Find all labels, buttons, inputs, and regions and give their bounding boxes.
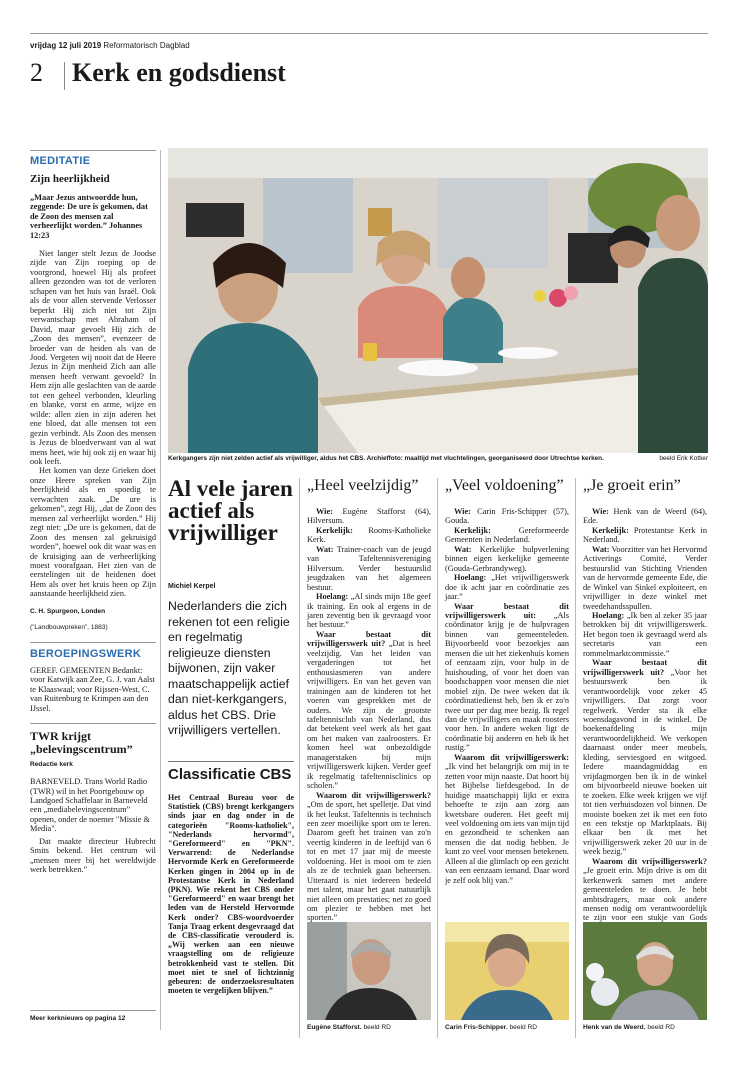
value: Gereformeerde Gemeenten in Nederland.	[445, 525, 569, 545]
volunteer-3-wat	[583, 545, 707, 611]
volunteer-column-2	[445, 477, 569, 885]
volunteer-1-answer-1	[307, 630, 431, 791]
label: Wat:	[454, 544, 472, 554]
meditatie-block	[30, 150, 156, 632]
portrait-fris-schipper	[445, 922, 569, 1020]
label: Wie:	[316, 507, 333, 516]
answer: „Als coördinator krijg je de hulpvragen binnen van gemeenteleden. Bijvoorbeeld voor bezoekjes aan mensen die uit het ziekenhuis komen of eenzaam zijn, voor hulp in de huishouding, of voor het doen van boodschappen voor mensen die niet mobiel zijn. De twee weken dat ik coördinatiedienst heb, ben ik er zo'n twee uur per dag mee bezig. Ik regel dan de vrijwilligers en maak roosters voor hen. In andere weken ligt de coördinatie bij anderen en heb ik het rustig.”	[445, 610, 569, 753]
volunteer-column-3	[583, 477, 707, 932]
meditatie-title: Zijn heerlijkheid	[30, 173, 110, 185]
volunteer-3-kerk	[583, 526, 707, 545]
portrait-credit: beeld RD	[509, 1024, 538, 1031]
header-date: vrijdag 12 juli 2019	[30, 41, 102, 50]
label: Kerkelijk:	[316, 525, 353, 535]
question: Waarom dit vrijwilligerswerk?	[316, 790, 431, 800]
meditatie-paragraph-1: Niet langer stelt Jezus de Joodse zijde van Zijn roeping op de voorgrond, hoewel Hij als profeet alleen gezonden was tot de verloren schapen van het huis van Israël. Ook als de voor allen stervende Verlosser beperkt Hij zich niet tot Zijn verwantschap met Abraham of David, maar gevoelt Hij zich de „Zoon des mensen”, evenzeer de broeder van de heiden als van de Jood. Vergeten wij nooit dat de Heere Jezus in Zijn menheid Zich aan alle mensen heeft verwant gevoeld? In Hem zijn alle geslachten van de aarde tot een geheel verbonden, kleurling en blanke, vorst en arme, wijze en wilde: allen zien in zijn aderen het ene bloed, dat alle mensen tot een gezin verbindt. Als Zoon des mensen is Jezus de bloedverwant van al wat mens heet, wie hij ook zij en waar hij ook leeft.	[30, 249, 156, 466]
volunteer-2-answer-1	[445, 602, 569, 753]
main-headline: Al vele jaren actief als vrijwilliger	[168, 476, 293, 545]
volunteer-3-head: „Je groeit erin”	[583, 477, 681, 494]
volunteer-2-wie	[445, 507, 569, 526]
volunteer-1-hoelang	[307, 592, 431, 630]
value: „Het vrijwilligerswerk doe ik acht jaar en coördinatie zes jaar.”	[445, 573, 569, 602]
value: „Ik ben al zeker 35 jaar betrokken bij dit vrijwilligerswerk. Het begon toen ik gevraagd werd als secretaris van een rommelmarktcommissie.”	[583, 610, 708, 658]
portrait-van-de-weerd-illustration	[583, 922, 707, 1020]
left-footer-rule	[30, 1010, 156, 1011]
beroepingswerk-kicker: BEROEPINGSWERK	[30, 647, 142, 660]
volunteer-3-hoelang	[583, 611, 707, 658]
volunteer-2-wat	[445, 545, 569, 573]
portrait-caption-2	[445, 1024, 537, 1031]
header-paper: Reformatorisch Dagblad	[103, 41, 190, 50]
left-column	[30, 150, 156, 875]
portrait-caption-1	[307, 1024, 391, 1031]
volunteer-column-1	[307, 477, 431, 923]
volunteer-1-answer-2	[307, 791, 431, 923]
beroepingswerk-text: GEREF. GEMEENTEN Bedankt: voor Katwijk aan Zee, G. J. van Aalst te Klaaswaal; voor Rijssen-West, C. van Ruitenburg te Krimpen aan den IJssel.	[30, 665, 155, 713]
value: Rooms-Katholieke Kerk.	[307, 525, 431, 545]
top-rule	[30, 33, 708, 34]
label: Kerkelijk:	[454, 525, 491, 535]
twr-title: TWR krijgt „belevingscentrum”	[30, 729, 133, 757]
value: Trainer-coach van de jeugd van Tafeltennisvereniging Hilversum. Verder bestuurslid jeugdzaken van het algemeen bestuur.	[307, 544, 431, 592]
answer: „Om de sport, het spelletje. Dat vind ik het leukst. Tafeltennis is technisch een zeer moeilijke sport om te leren. Daarom geeft het trainen van zo'n veertig kinderen in de leeftijd van 6 tot en met 17 jaar mij de meeste voldoening. Het is mooi om te zien als ze de techniek gaan beheersen. Uiteraard is niet iedereen bedeeld met talent, maar het gaat natuurlijk niet alleen om prestaties; net zo goed om plezier te hebben met het sporten.”	[307, 800, 431, 923]
volunteer-3-wie	[583, 507, 707, 526]
question: Waar bestaat dit vrijwilligerswerk uit?	[307, 629, 431, 649]
question: Waar bestaat dit vrijwilligerswerk uit:	[445, 601, 569, 620]
question: Waar bestaat dit vrijwilligerswerk uit?	[583, 658, 707, 677]
twr-block	[30, 723, 156, 875]
twr-paragraph-2: Dat maakte directeur Hubrecht Smits bekend. Het centrum wil „mensen meer bij het wereldwijde werk betrekken.”	[30, 836, 156, 875]
value: Voorzitter van het Hervormd Activerings Comité, Verder bestuurslid van Stichting Vrienden van de hervormde gemeente Ede, die de Winkel van Sinkel exploiteert, en vrijwilliger in deze winkel met tweedehandsspullen.	[583, 544, 707, 611]
value: Henk van de Weerd (64), Ede.	[583, 507, 707, 526]
more-news-link[interactable]: Meer kerknieuws op pagina 12	[30, 1015, 126, 1022]
volunteer-1-wie	[307, 507, 431, 526]
label: Wat:	[316, 544, 334, 554]
twr-paragraph-1: BARNEVELD. Trans World Radio (TWR) wil in het Poortgebouw op Landgoed Schaffelaar in Barneveld een „mediabelevingscentrum” openen, onder de noemer "Missie & Media".	[30, 777, 150, 834]
main-byline: Michiel Kerpel	[168, 583, 216, 590]
portrait-name: Henk van de Weerd.	[583, 1024, 646, 1031]
meditatie-author: C. H. Spurgeon, Londen	[30, 607, 106, 615]
value: „Al sinds mijn 18e geef ik training. En ook al ergens in de jaren zeventig ben ik gevraagd voor het bestuur.”	[307, 592, 431, 630]
volunteer-2-kerk	[445, 526, 569, 545]
label: Wat:	[592, 544, 610, 554]
label: Hoelang:	[316, 592, 349, 602]
meditatie-paragraph-2: Het komen van deze Grieken doet onze Heere spreken van Zijn heerlijkheid als en spoedig te verwachten zaak. „De ure is gekomen”, zegt Hij, „dat de Zoon des mensen zal verheerlijkt worden.” Hij zegt niet: „De ure is gekomen, dat de Zoon des mensen zal gekruisigd worden”, hoewel ook dit waar was en de kruisiging aan de verheerlijking moest voorafgaan. Het zien van de eerstelingen uit de heidenen doet Hem als over het kruis heen op Zijn aanstaande heerlijkheid zien.	[30, 466, 156, 599]
answer: „Dat is heel veelzijdig. Van het leiden van vergaderingen tot het enthousiasmeren van andere vrijwilligers. En van het geven van trainingen aan de kinderen tot het voeren van gesprekken met de ouders. We zijn de grootste tafeltennisclub van Nederland, dus dat betekent veel werk als het gaat om het maken van zaalroosters. Er komen heel wat onbezoldigde managerstaken bij mijn vrijwilligerswerk kijken. Verder geef ik regelmatig tafeltennisclinics op scholen.”	[307, 639, 431, 791]
portrait-van-de-weerd	[583, 922, 707, 1020]
volunteer-2-answer-2	[445, 753, 569, 885]
label: Wie:	[592, 507, 609, 516]
answer: „Je groeit erin. Mijn drive is om dit kerkenwerk samen met andere gemeenteleden te doen. Je hebt ambtsdragers, maar ook andere mensen nodig om verantwoordelijk te zijn voor een stukje van Gods	[583, 866, 707, 923]
meditatie-kicker: MEDITATIE	[30, 155, 91, 167]
value: Eugène Stafforst (64), Hilversum.	[307, 507, 431, 526]
portrait-stafforst	[307, 922, 431, 1020]
main-photo	[168, 148, 708, 453]
box-top-rule	[168, 761, 294, 762]
column-divider-3	[575, 478, 576, 1038]
beroepingswerk-block	[30, 642, 156, 713]
page-header	[30, 41, 190, 50]
photo-caption-text: Kerkgangers zijn niet zelden actief als vrijwilliger, aldus het CBS. Archieffoto: maaltijd met vluchtelingen, georganiseerd door Utrechtse kerken.	[168, 455, 604, 462]
box-title: Classificatie CBS	[168, 766, 292, 783]
volunteer-2-hoelang	[445, 573, 569, 601]
portrait-credit: beeld RD	[647, 1024, 675, 1031]
answer: „Ik vind het belangrijk om mij in te zetten voor mijn naaste. Dat hoort bij het Bijbelse liefdesgebod. In de huidige maatschappij lijkt er extra behoefte te zijn aan zorg aan kwetsbare ouderen. Het geeft mij veel voldoening om iets van mijn tijd en gezondheid te schenken aan mensen die dat nodig hebben. Je kunt zo veel voor mensen betekenen. Alleen al die glimlach op een gezicht van een eenzaam iemand. Daar word je zelf ook blij van.”	[445, 762, 569, 885]
label: Hoelang:	[592, 610, 625, 620]
question: Waarom dit vrijwilligerswerk:	[454, 752, 569, 762]
volunteer-1-kerk	[307, 526, 431, 545]
left-column-divider	[160, 150, 161, 1030]
question: Waarom dit vrijwilligerswerk?	[592, 856, 707, 866]
volunteer-1-head: „Heel veelzijdig”	[307, 477, 419, 494]
column-divider-2	[437, 478, 438, 1038]
value: Kerkelijke hulpverlening binnen eigen kerkelijke gemeente (Gouda-Gerbrandyweg).	[445, 544, 570, 573]
volunteer-2-head: „Veel voldoening”	[445, 477, 564, 494]
section-title: Kerk en godsdienst	[72, 58, 286, 87]
main-photo-illustration	[168, 148, 708, 453]
portrait-credit: beeld RD	[363, 1024, 391, 1031]
photo-caption	[168, 455, 708, 462]
meditatie-quote: „Maar Jezus antwoordde hun, zeggende: De ure is gekomen, dat de Zoon des mensen zal verheerlijkt worden.” Johannes 12:23	[30, 193, 148, 240]
portrait-stafforst-illustration	[307, 922, 431, 1020]
page-number: 2	[30, 58, 43, 87]
label: Kerkelijk:	[592, 525, 629, 535]
value: Protestantse Kerk in Nederland.	[583, 525, 707, 545]
photo-credit: beeld Erik Kottier	[659, 455, 708, 462]
answer: „Voor het bestuurswerk ben ik verantwoordelijk voor zeker 45 vrijwilligers. Dat zorgt voor regelwerk. Verder sta ik elke woensdagavond in de winkel. De boekenafdeling is mijn verantwoordelijkheid. We verkopen daarnaast onder meer meubels, kleding, serviesgoed en witgoed. Iedere maandagmiddag en vrijdagmorgen ben ik in de winkel om bijvoorbeeld nieuwe boeken uit te zoeken. Elke week krijgen we vijf tot tien verhuisdozen vol binnen. De mooiste boeken zet ik met een foto en een tekstje op Marktplaats. Bij elkaar ben ik met het vrijwilligerswerk zeker 20 uur in de week bezig.”	[583, 667, 707, 857]
label: Wie:	[454, 507, 471, 516]
box-text: Het Centraal Bureau voor de Statistiek (CBS) brengt kerkgangers sinds jaar en dag onder in de categorieën "Rooms-katholiek", "Nederlands hervormd", "Gereformeerd" en "PKN". Verwarrend: de Nederlandse Hervormde Kerk en Gereformeerde Kerken gingen in 2004 op in de Protestantse Kerk in Nederland (PKN). Wie rekent het CBS onder "Gereformeerd" en waar brengt het leden van de Hersteld Hervormde Kerk onder? CBS-woordvoerder Tanja Traag erkent desgevraagd dat de CBS-classificatie verouderd is. „Wij werken aan een nieuwe vraagstelling om de religieuze betrokkenheid vast te stellen. Dit moet niet te snel of lichtzinnig gebeuren: de onderzoeksresultaten moeten te vergelijken blijven.”	[168, 793, 294, 996]
page-number-divider	[64, 62, 65, 90]
value: Carin Fris-Schipper (57), Gouda.	[445, 507, 569, 526]
portrait-name: Eugène Stafforst.	[307, 1024, 362, 1031]
meditatie-source: (”Landbouwpreken”, 1883)	[30, 623, 108, 631]
portrait-fris-schipper-illustration	[445, 922, 569, 1020]
main-intro: Nederlanders die zich rekenen tot een religie en regelmatig religieuze diensten bijwonen, zijn vaker maatschappelijk actief dan niet-kerkgangers, aldus het CBS. Drie vrijwilligers vertellen.	[168, 599, 290, 737]
volunteer-1-wat	[307, 545, 431, 592]
twr-byline: Redactie kerk	[30, 761, 73, 769]
column-divider-1	[299, 478, 300, 1038]
label: Hoelang:	[454, 573, 487, 583]
portrait-caption-3	[583, 1024, 675, 1031]
portrait-name: Carin Fris-Schipper.	[445, 1024, 508, 1031]
volunteer-3-answer-1	[583, 658, 707, 857]
